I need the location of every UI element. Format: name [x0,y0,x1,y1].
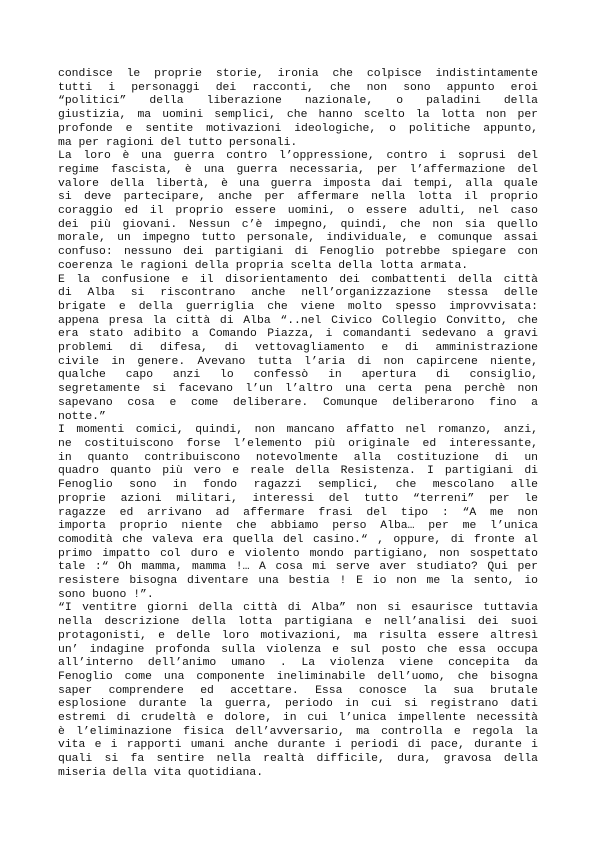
text-line: all’interno dell’animo umano . La violenza viene concepita da [58,657,538,670]
text-line: miseria della vita quotidiana. [58,766,264,779]
text-line: ragazze ed arrivano ad affermare frasi del tipo : “A me non [58,506,538,519]
text-line: saper comprendere ed accettare. Essa conosce la sua brutale [58,684,538,697]
text-line: quali si fa sentire nella realtà difficile, dura, gravosa della [58,753,538,766]
text-line: importa proprio niente che abbiamo perso Alba… per me l’unica [58,520,538,533]
text-line: sapevano cosa e come deliberare. Comunque deliberarono fino a [58,396,538,409]
text-line: in quanto contribuiscono notevolmente alla costituzione di un [58,451,538,464]
text-line: quadro quanto più vero e reale della Resistenza. I partigiani di [58,465,538,478]
text-line: qualche capo anzi lo confessò in apertura di consiglio, [58,369,538,382]
text-line: tutti i personaggi dei racconti, che non sono appunto eroi [58,81,538,94]
text-line: di Alba si riscontrano anche nell’organizzazione stessa delle [58,287,538,300]
text-line: condisce le proprie storie, ironia che colpisce indistintamente [58,68,538,80]
text-line: profonde e sentite motivazioni ideologiche, o politiche appunto, [58,122,538,135]
paragraph [58,150,538,273]
text-line: appena presa la città di Alba “..nel Civico Collegio Convitto, che [58,314,538,327]
text-line: esplosione durante la guerra, periodo in cui si registrano dati [58,698,538,711]
text-line: giustizia, ma uomini semplici, che hanno scelto la lotta non per [58,109,538,122]
text-line: problemi di difesa, di vettovagliamento e di amministrazione [58,342,538,355]
text-line: vita e i rapporti umani anche durante i periodi di pace, durante i [58,739,538,752]
text-line: era stato adibito a Comando Piazza, i comandanti sedevano a gravi [58,328,538,341]
text-line: Fenoglio come una componente ineliminabile dell’uomo, che bisogna [58,670,538,683]
body-text [58,68,538,781]
text-line: regime fascista, è una guerra necessaria, per l’affermazione del [58,163,538,176]
text-line: I momenti comici, quindi, non mancano affatto nel romanzo, anzi, [58,424,538,437]
paragraph [58,68,538,150]
text-line: confuso: nessuno dei partigiani di Fenoglio potrebbe spiegare con [58,246,538,259]
text-line: valore della libertà, è una guerra imposta dai tempi, alla quale [58,177,538,190]
text-line: Fenoglio sono in fondo ragazzi semplici, che mescolano alle [58,479,538,492]
text-line: è l’eliminazione fisica dell’avversario, ma controlla e regola la [58,725,538,738]
text-line: “politici” della liberazione nazionale, o paladini della [58,95,538,108]
text-line: La loro è una guerra contro l’oppressione, contro i soprusi del [58,150,538,163]
text-line: E la confusione e il disorientamento dei combattenti della città [58,273,538,286]
text-line: un’ indagine profonda sulla violenza e sul posto che essa occupa [58,643,538,656]
text-line: dei più giovani. Nessun c’è impegno, quindi, che non sia quello [58,218,538,231]
paragraph [58,602,538,780]
text-line: coerenza le ragioni della propria scelta della lotta armata. [58,259,469,272]
text-line: nella descrizione della lotta partigiana e nell’analisi dei suoi [58,616,538,629]
text-line: sono buono !”. [58,588,154,601]
text-line: comodità che valeva era quella del casino.“ , oppure, di fronte al [58,533,538,546]
text-line: “I ventitre giorni della città di Alba” non si esaurisce tuttavia [58,602,538,615]
text-line: ne costituiscono forse l’elemento più originale ed interessante, [58,437,538,450]
text-line: tale :“ Oh mamma, mamma !… A cosa mi serve aver studiato? Qui per [58,561,538,574]
text-line: segretamente si facevano l’un l’altro una certa pena perchè non [58,383,538,396]
paragraph [58,424,538,602]
text-line: notte.” [58,410,106,423]
text-line: ma per ragioni del tutto personali. [58,136,298,149]
text-line: primo impatto col duro e violento mondo partigiano, non sospettato [58,547,538,560]
text-line: estremi di crudeltà e dolore, in cui l’unica impellente necessità [58,712,538,725]
text-line: proprie azioni militari, interessi del tutto “terreni” per le [58,492,538,505]
text-line: morale, un impegno tutto personale, individuale, e comunque assai [58,232,538,245]
text-line: brigate e della guerriglia che viene molto spesso improvvisata: [58,300,538,313]
text-line: protagonisti, e delle loro motivazioni, ma risulta essere altresì [58,629,538,642]
paragraph [58,274,538,425]
text-line: si deve partecipare, anche per affermare nella lotta il proprio [58,191,538,204]
text-line: coraggio ed il proprio essere uomini, o essere adulti, nel caso [58,205,538,218]
text-line: civile in genere. Avevano tutta l’aria di non capircene niente, [58,355,538,368]
text-line: resistere bisogna diventare una bestia ! E io non me la sento, io [58,575,538,588]
